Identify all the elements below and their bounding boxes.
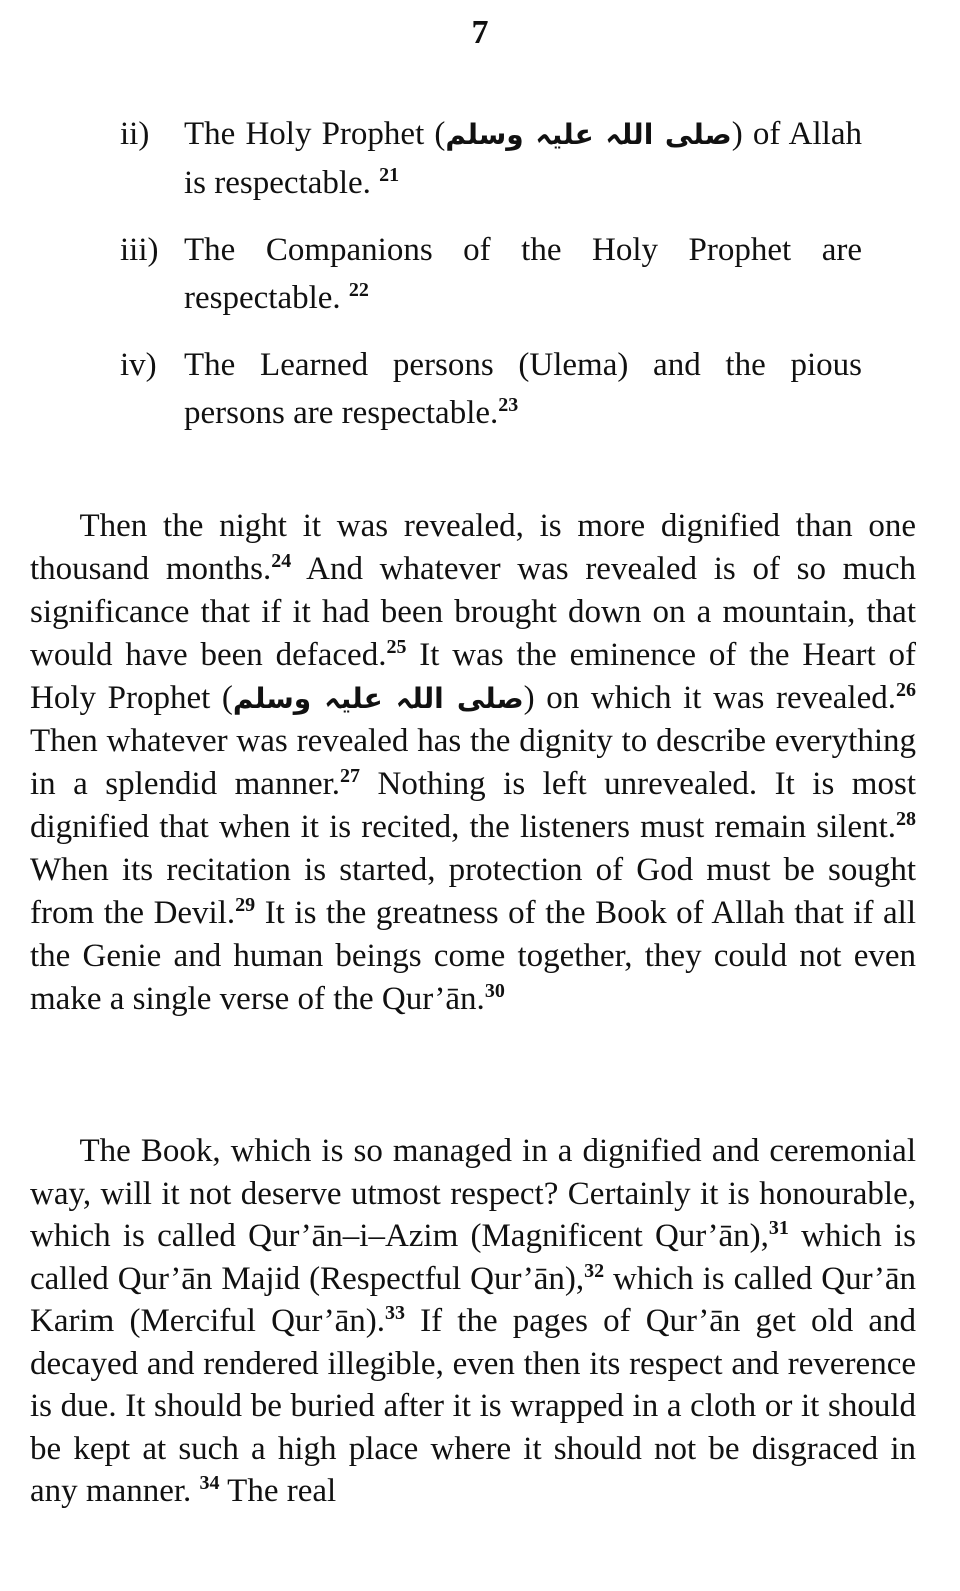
paragraph-revelation — [30, 505, 916, 1021]
footnote-ref: 27 — [340, 765, 361, 787]
text-run: ) of Allah is respectable. — [184, 116, 862, 201]
text-run: If the pages of Qur’ān get old and decayed and rendered illegible, even then its respect and reverence is due. It should be buried after it is wrapped in a cloth or it should be kept at such a high place where it should not be disgraced in any manner. — [30, 1303, 917, 1509]
list-item-iii — [120, 226, 862, 322]
text-run: It is the greatness of the Book of Allah that if all the Genie and human beings come together, they could not even make a single verse of the Qur’ān. — [30, 895, 916, 1017]
footnote-ref: 21 — [379, 164, 400, 186]
text-run: Then whatever was revealed has the dignity to describe everything in a splendid manner. — [30, 723, 916, 802]
footnote-ref: 23 — [498, 394, 519, 416]
footnote-ref: 22 — [348, 279, 369, 301]
list-item-text — [184, 110, 862, 207]
footnote-ref: 26 — [896, 679, 916, 701]
footnote-ref: 34 — [199, 1472, 220, 1494]
text-run: The real — [219, 1473, 337, 1509]
footnote-ref: 30 — [484, 980, 505, 1002]
honorific-urdu: صلی اللہ علیہ وسلم — [232, 682, 524, 715]
footnote-ref: 32 — [584, 1259, 605, 1282]
text-run: ) on which it was revealed. — [523, 680, 896, 716]
text-run: which is called Qur’ān Majid (Respectful Qur’ān), — [30, 1218, 916, 1297]
respect-list — [120, 110, 862, 456]
text-run: When its recitation is started, protection of God must be sought from the Devil. — [30, 852, 916, 931]
text-run: The Learned persons (Ulema) and the pious persons are respectable. — [184, 347, 862, 431]
footnote-ref: 33 — [385, 1302, 405, 1324]
list-marker: iii) — [120, 232, 159, 268]
list-item-ii — [120, 110, 862, 207]
text-run: The Companions of the Holy Prophet are respectable. — [184, 232, 862, 316]
footnote-ref: 25 — [386, 636, 407, 658]
text-run: Nothing is left unrevealed. It is most dignified that when it is recited, the listeners must remain silent. — [30, 766, 916, 845]
footnote-ref: 24 — [271, 550, 292, 572]
footnote-ref: 28 — [896, 808, 916, 830]
footnote-ref: 31 — [768, 1217, 789, 1239]
list-item-text — [184, 341, 862, 437]
text-run: The Holy Prophet ( — [184, 116, 446, 152]
paragraph-respect — [30, 1130, 916, 1513]
honorific-urdu: صلی اللہ علیہ وسلم — [445, 118, 732, 151]
list-item-iv — [120, 341, 862, 437]
text-run: which is called Qur’ān Karim (Merciful Qur’ān). — [30, 1260, 916, 1339]
text-run: It was the eminence of the Heart of Holy Prophet ( — [30, 637, 916, 716]
page-number: 7 — [471, 14, 489, 51]
text-run: And whatever was revealed is of so much significance that if it had been brought down on a mountain, that would have been defaced. — [30, 551, 916, 673]
text-run: The Book, which is so managed in a dignified and ceremonial way, will it not deserve utmost respect? Certainly it is honourable, which is called Qur’ān–i–Azim (Magnificent Qur’ān), — [30, 1133, 916, 1254]
list-marker: ii) — [120, 116, 150, 152]
footnote-ref: 29 — [235, 894, 256, 916]
text-run: Then the night it was revealed, is more dignified than one thousand months. — [30, 508, 916, 587]
list-item-text — [184, 226, 862, 322]
list-marker: iv) — [120, 347, 157, 383]
